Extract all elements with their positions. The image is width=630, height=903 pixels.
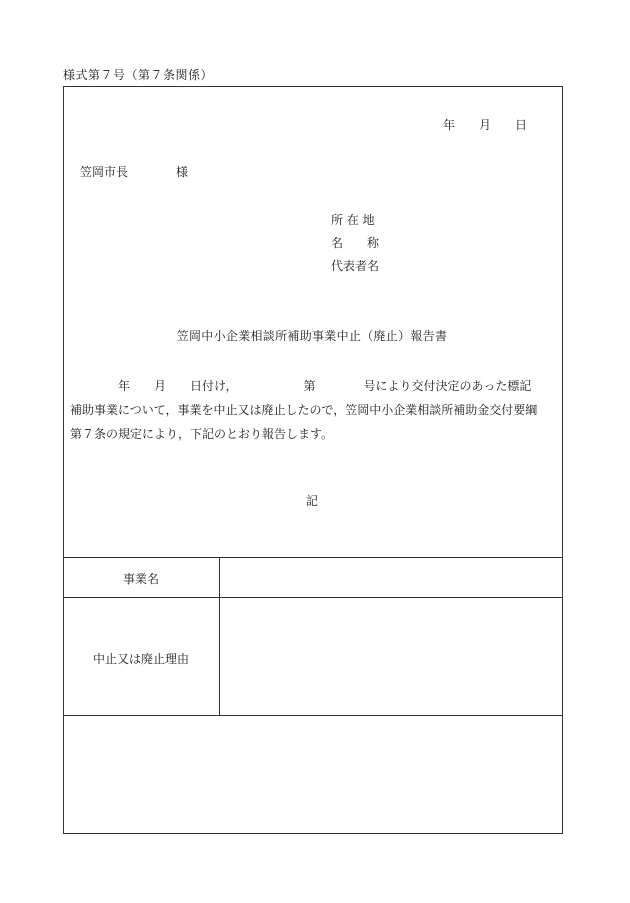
table-top-border: [63, 557, 562, 558]
name-label: 名 称: [331, 236, 380, 250]
body-line-2: 補助事業について，事業を中止又は廃止したので，笠岡中小企業相談所補助金交付要綱: [70, 403, 538, 417]
body-line-1: 年 月 日付け， 第 号により交付決定のあった標記: [70, 379, 532, 393]
project-name-label: 事業名: [122, 572, 159, 586]
reason-label: 中止又は廃止理由: [92, 652, 189, 666]
body-paragraph: [70, 374, 558, 446]
ki-heading: 記: [305, 494, 318, 508]
row-divider: [63, 597, 562, 598]
notes-area[interactable]: [70, 722, 558, 826]
applicant-block: [331, 209, 379, 278]
address-label: 所 在 地: [331, 213, 375, 227]
table-bottom-border: [63, 715, 562, 716]
column-divider: [219, 557, 220, 715]
representative-label: 代表者名: [331, 259, 380, 273]
addressee: 笠岡市長 様: [80, 165, 189, 179]
document-title: 笠岡中小企業相談所補助事業中止（廃止）報告書: [176, 329, 448, 343]
date-line: 年 月 日: [443, 118, 528, 132]
body-line-3: 第７条の規定により，下記のとおり報告します。: [70, 427, 334, 441]
form-number: 様式第７号（第７条関係）: [63, 68, 214, 82]
reason-field[interactable]: [226, 606, 556, 708]
